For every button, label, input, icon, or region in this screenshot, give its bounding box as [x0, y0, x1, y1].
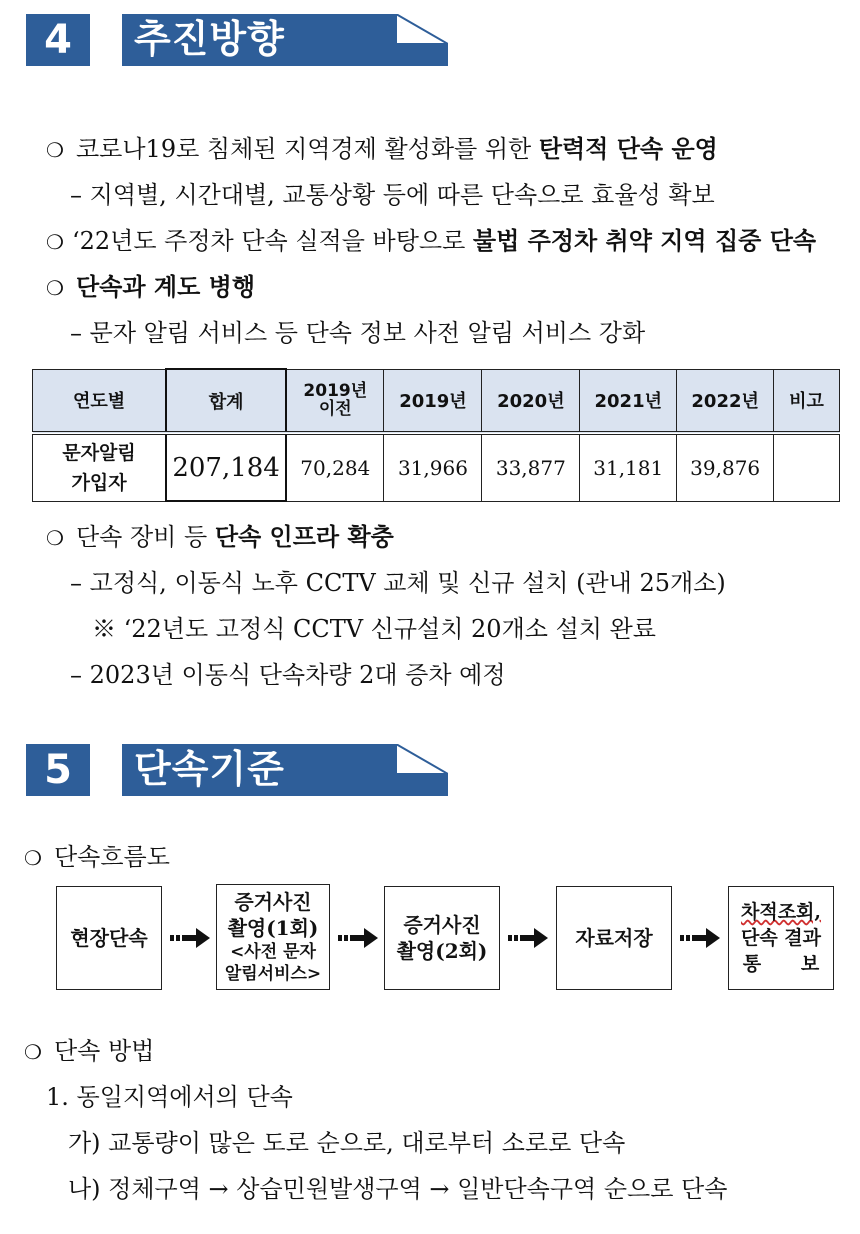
cell-2022: 39,876 — [677, 433, 774, 501]
item-vehicle-sub: – 2023년 이동식 단속차량 2대 증차 예정 — [70, 661, 506, 689]
header-2022: 2022년 — [677, 369, 774, 433]
row-label: 문자알림 가입자 — [33, 433, 167, 501]
bullet-icon: ❍ — [46, 526, 64, 550]
section-5-title: 단속기준 — [134, 747, 285, 791]
item-regional-economy: ❍ 코로나19로 침체된 지역경제 활성화를 위한 탄력적 단속 운영 — [46, 132, 718, 167]
cell-2019: 31,966 — [384, 433, 482, 501]
section-4-title-bar — [122, 14, 448, 66]
header-before-2019: 2019년 이전 — [286, 369, 384, 433]
method-heading: ❍ 단속 방법 — [24, 1034, 154, 1069]
bullet-icon: ❍ — [46, 276, 64, 300]
item-infrastructure: ❍ 단속 장비 등 단속 인프라 확충 — [46, 520, 394, 555]
item-enforcement-guidance: ❍ 단속과 계도 병행 — [46, 270, 255, 305]
cell-before-2019: 70,284 — [286, 433, 384, 501]
arrow-right-icon — [680, 928, 720, 948]
bullet-icon: ❍ — [24, 1040, 42, 1064]
item-concentrated-enforcement: ❍ ‘22년도 주정차 단속 실적을 바탕으로 불법 주정차 취약 지역 집중 단속 — [46, 224, 816, 259]
header-total: 합계 — [166, 369, 286, 433]
arrow-right-icon — [170, 928, 210, 948]
bullet-icon: ❍ — [46, 138, 64, 162]
cell-2021: 31,181 — [580, 433, 677, 501]
item-sms-service-sub: – 문자 알림 서비스 등 단속 정보 사전 알림 서비스 강화 — [70, 319, 646, 347]
arrow-right-icon — [508, 928, 548, 948]
flow-step-result-notice: 차적조회, 단속 결과 통 보 — [728, 886, 834, 990]
method-item-1: 1. 동일지역에서의 단속 — [46, 1083, 293, 1111]
header-note: 비고 — [774, 369, 840, 433]
flow-step-photo-1: 증거사진 촬영(1회) <사전 문자 알림서비스> — [216, 884, 330, 990]
cell-2020: 33,877 — [482, 433, 580, 501]
header-2021: 2021년 — [580, 369, 677, 433]
item-cctv-sub: – 고정식, 이동식 노후 CCTV 교체 및 신규 설치 (관내 25개소) — [70, 569, 726, 597]
flow-step-data-storage: 자료저장 — [556, 886, 672, 990]
item-efficiency-sub: – 지역별, 시간대별, 교통상황 등에 따른 단속으로 효율성 확보 — [70, 181, 715, 209]
method-sub-b: 나) 정체구역 → 상습민원발생구역 → 일반단속구역 순으로 단속 — [68, 1175, 728, 1203]
flow-step-enforcement: 현장단속 — [56, 886, 162, 990]
header-2020: 2020년 — [482, 369, 580, 433]
section-4-title: 추진방향 — [134, 17, 285, 61]
arrow-right-icon — [338, 928, 378, 948]
flow-heading: ❍ 단속흐름도 — [24, 840, 170, 875]
method-sub-a: 가) 교통량이 많은 도로 순으로, 대로부터 소로로 단속 — [68, 1129, 626, 1157]
cell-note — [774, 433, 840, 501]
bullet-icon: ❍ — [46, 230, 64, 254]
section-5-number: 5 — [26, 744, 90, 796]
header-year: 연도별 — [33, 369, 167, 433]
section-4-number: 4 — [26, 14, 90, 66]
table-header-row — [33, 369, 840, 433]
item-cctv-note: ※ ‘22년도 고정식 CCTV 신규설치 20개소 설치 완료 — [92, 615, 656, 643]
bullet-icon: ❍ — [24, 846, 42, 870]
section-5-title-bar — [122, 744, 448, 796]
flow-step-photo-2: 증거사진 촬영(2회) — [384, 886, 500, 990]
header-2019: 2019년 — [384, 369, 482, 433]
table-row — [33, 433, 840, 501]
cell-total: 207,184 — [166, 433, 286, 501]
sms-subscriber-table — [32, 368, 840, 502]
